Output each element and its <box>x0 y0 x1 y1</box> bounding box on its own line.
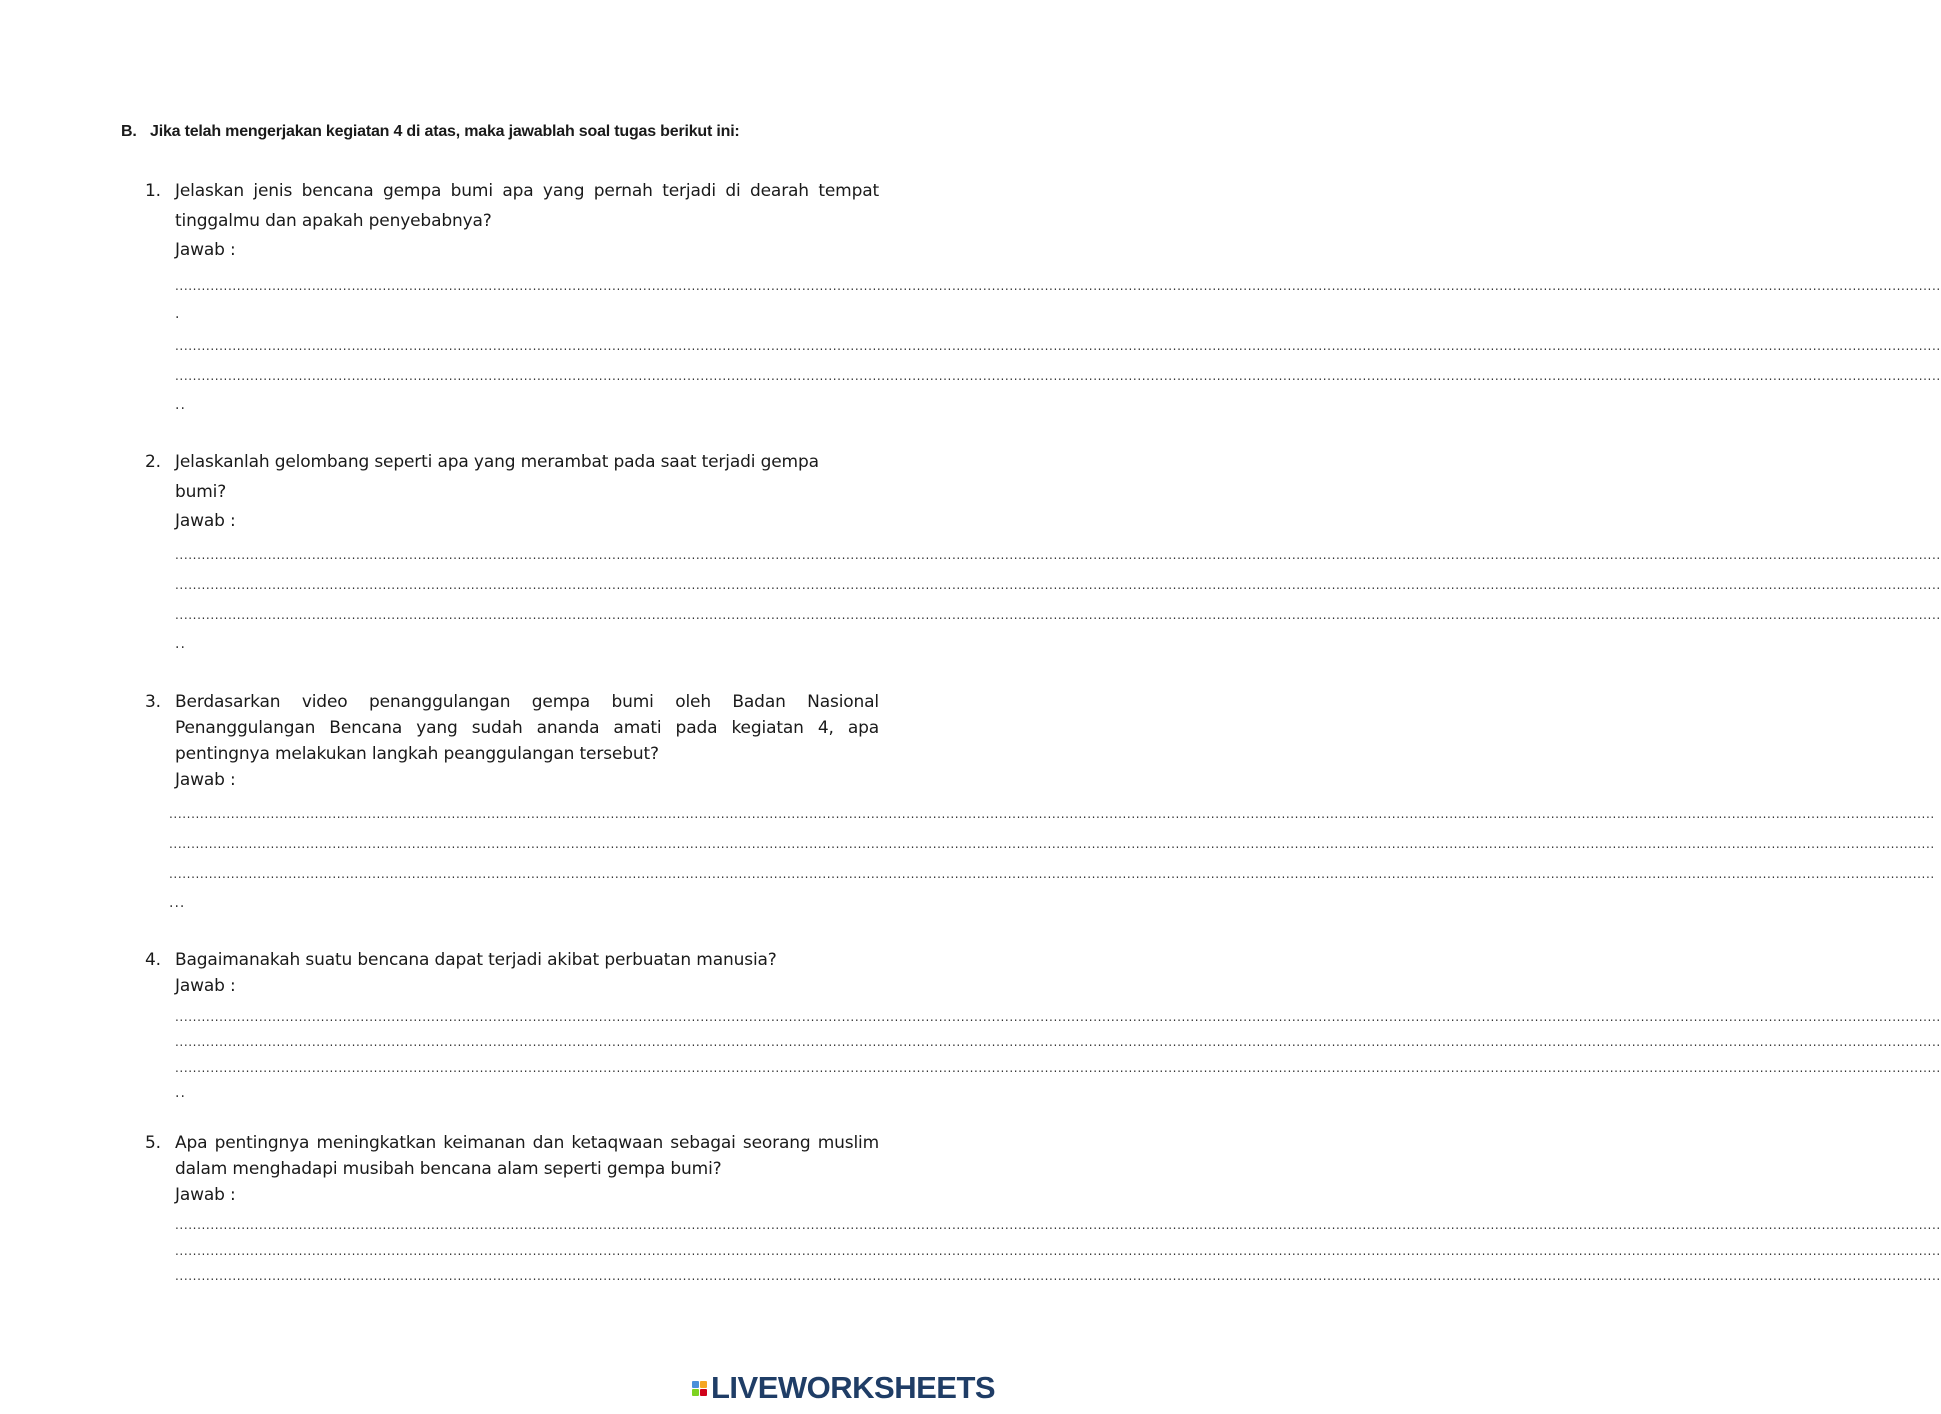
question-4 <box>145 947 879 999</box>
logo-tile <box>692 1389 699 1396</box>
logo-tile <box>700 1389 707 1396</box>
answer-line-end: .. <box>175 397 186 413</box>
answer-line[interactable]: ................................................................................................................................................................................................................................................................................................................................................................................................................ <box>175 279 1941 293</box>
answer-line[interactable]: ................................................................................................................................................................................................................................................................................................................................................................................................................ <box>175 369 1941 383</box>
question-number: 2. <box>145 452 161 472</box>
answer-line[interactable]: ................................................................................................................................................................................................................................................................................................................................................................................................................ <box>175 1035 1941 1049</box>
question-text-line: tinggalmu dan apakah penyebabnya? <box>175 210 492 231</box>
answer-line[interactable]: ................................................................................................................................................................................................................................................................................................................................................................................................................ <box>175 548 1941 562</box>
question-number: 3. <box>145 692 161 712</box>
answer-label: Jawab : <box>175 1185 236 1205</box>
answer-label: Jawab : <box>175 240 236 260</box>
section-letter: B. <box>121 123 137 140</box>
question-text-line: Bagaimanakah suatu bencana dapat terjadi akibat perbuatan manusia? <box>175 950 777 970</box>
answer-line[interactable]: ................................................................................................................................................................................................................................................................................................................................................................................................................ <box>169 837 1935 851</box>
logo-tile <box>700 1381 707 1388</box>
section-heading <box>121 123 740 141</box>
question-1 <box>145 177 879 266</box>
answer-line[interactable]: ................................................................................................................................................................................................................................................................................................................................................................................................................ <box>169 807 1935 821</box>
question-text-line: Jelaskanlah gelombang seperti apa yang merambat pada saat terjadi gempa <box>175 452 819 472</box>
question-text-line: Apa pentingnya meningkatkan keimanan dan ketaqwaan sebagai seorang muslim <box>175 1133 879 1153</box>
liveworksheets-logo <box>692 1372 995 1404</box>
question-3 <box>145 689 879 793</box>
answer-line[interactable]: ................................................................................................................................................................................................................................................................................................................................................................................................................ <box>169 867 1935 881</box>
answer-line-end: ... <box>169 895 186 911</box>
answer-line[interactable]: ................................................................................................................................................................................................................................................................................................................................................................................................................ <box>175 1061 1941 1075</box>
answer-line[interactable]: ................................................................................................................................................................................................................................................................................................................................................................................................................ <box>175 578 1941 592</box>
section-title-text: Jika telah mengerjakan kegiatan 4 di atas, maka jawablah soal tugas berikut ini: <box>150 123 740 140</box>
question-number: 1. <box>145 181 161 201</box>
question-text-line: Penanggulangan Bencana yang sudah ananda amati pada kegiatan 4, apa <box>175 718 879 738</box>
logo-tile <box>692 1381 699 1388</box>
answer-line[interactable]: ................................................................................................................................................................................................................................................................................................................................................................................................................ <box>175 1244 1941 1258</box>
question-2 <box>145 448 845 537</box>
question-text-line: Jelaskan jenis bencana gempa bumi apa yang pernah terjadi di dearah tempat <box>175 181 879 201</box>
answer-line[interactable]: ................................................................................................................................................................................................................................................................................................................................................................................................................ <box>175 339 1941 353</box>
logo-mark-icon <box>692 1381 707 1396</box>
logo-text: LIVEWORKSHEETS <box>711 1370 996 1405</box>
answer-line[interactable]: ................................................................................................................................................................................................................................................................................................................................................................................................................ <box>175 1010 1941 1024</box>
answer-line-end: . <box>175 306 181 322</box>
question-number: 4. <box>145 950 161 970</box>
question-text-line: bumi? <box>175 481 227 502</box>
answer-line-end: .. <box>175 1085 186 1101</box>
question-text-line: pentingnya melakukan langkah peanggulangan tersebut? <box>175 744 659 764</box>
answer-label: Jawab : <box>175 976 236 996</box>
answer-line[interactable]: ................................................................................................................................................................................................................................................................................................................................................................................................................ <box>175 1218 1941 1232</box>
question-text-line: Berdasarkan video penanggulangan gempa bumi oleh Badan Nasional <box>175 692 879 712</box>
answer-line-end: .. <box>175 636 186 652</box>
answer-label: Jawab : <box>175 511 236 531</box>
answer-line[interactable]: ................................................................................................................................................................................................................................................................................................................................................................................................................ <box>175 608 1941 622</box>
question-number: 5. <box>145 1133 161 1153</box>
answer-line[interactable]: ................................................................................................................................................................................................................................................................................................................................................................................................................ <box>175 1269 1941 1283</box>
question-5 <box>145 1130 879 1208</box>
question-text-line: dalam menghadapi musibah bencana alam seperti gempa bumi? <box>175 1159 722 1179</box>
answer-label: Jawab : <box>175 770 236 790</box>
